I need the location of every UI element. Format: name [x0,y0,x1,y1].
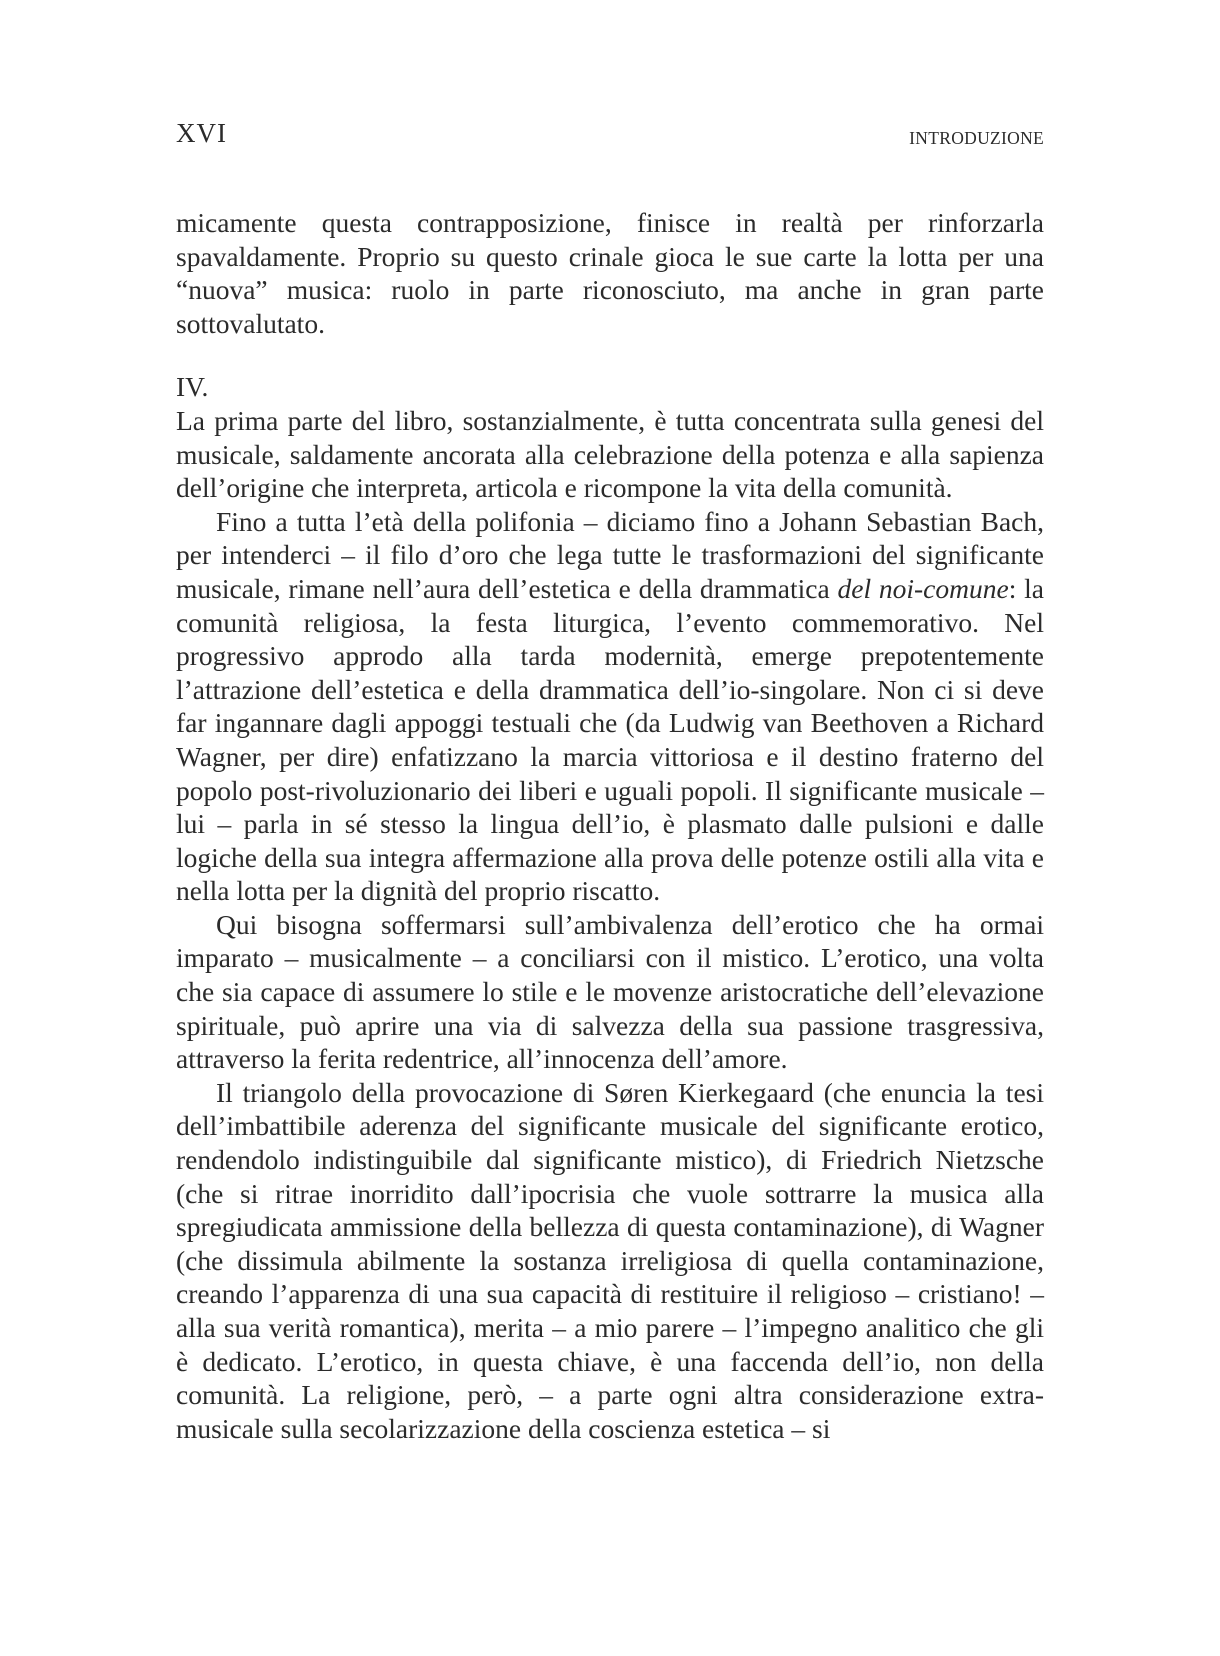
book-page [176,118,1044,1445]
running-head [176,118,1044,158]
paragraph-continued: micamente questa contrapposizione, finisce in realtà per rinforzarla spavaldamente. Proprio su questo crinale gioca le sue carte la lotta per una “nuova” musica: ruolo in parte riconosciuto, ma anche in gran parte sottovalutato. [176,207,1044,339]
body-text [176,206,1044,1445]
page-number: XVI [176,118,227,148]
section-number: IV. [176,371,209,403]
paragraph: Il triangolo della provocazione di Søren Kierkegaard (che enuncia la tesi dell’imbattibile aderenza del significante musicale del significante erotico, rendendolo indistinguibile dal significante mistico), di Friedrich Nietzsche (che si ritrae inorridito dall’ipocrisia che vuole sottrarre la musica alla spregiudicata ammissione della bellezza di questa contaminazione), di Wagner (che dissimula abilmente la sostanza irreligiosa di quella contaminazione, creando l’apparenza di una sua capacità di restituire il religioso – cristiano! – alla sua verità romantica), merita – a mio parere – l’impegno analitico che gli è dedicato. L’erotico, in questa chiave, è una faccenda dell’io, non della comunità. La religione, però, – a parte ogni altra considerazione extra-musicale sulla secolarizzazione della coscienza estetica – si [176,1076,1044,1444]
paragraph [176,505,1044,908]
paragraph-text: : la comunità religiosa, la festa liturgica, l’evento commemorativo. Nel progressivo approdo alla tarda modernità, emerge prepotentemente l’attrazione dell’estetica e della drammatica dell’io-singolare. Non ci si deve far ingannare dagli appoggi testuali che (da Ludwig van Beethoven a Richard Wagner, per dire) enfatizzano la marcia vittoriosa e il destino fraterno del popolo post-rivoluzionario dei liberi e uguali popoli. Il significante musicale – lui – parla in sé stesso la lingua dell’io, è plasmato dalle pulsioni e dalle logiche della sua integra affermazione alla prova delle potenze ostili alla vita e nella lotta per la dignità del proprio riscatto. [176,572,1044,907]
paragraph: La prima parte del libro, sostanzialmente, è tutta concentrata sulla genesi del musicale, saldamente ancorata alla celebrazione della potenza e alla sapienza dell’origine che interpreta, articola e ricompone la vita della comunità. [176,404,1044,504]
paragraph-text: Fino a tutta l’età della polifonia – diciamo fino a Johann Sebastian Bach, per intenderci – il filo d’oro che lega tutte le trasformazioni del significante musicale, rimane nell’aura dell’estetica e della drammatica [176,505,1044,604]
running-title: INTRODUZIONE [909,128,1044,148]
paragraph: Qui bisogna soffermarsi sull’ambivalenza dell’erotico che ha ormai imparato – musicalmente – a conciliarsi con il mistico. L’erotico, una volta che sia capace di assumere lo stile e le movenze aristocratiche dell’elevazione spirituale, può aprire una via di salvezza della sua passione trasgressiva, attraverso la ferita redentrice, all’innocenza dell’amore. [176,908,1044,1075]
italic-phrase: del noi-comune [837,572,1009,604]
